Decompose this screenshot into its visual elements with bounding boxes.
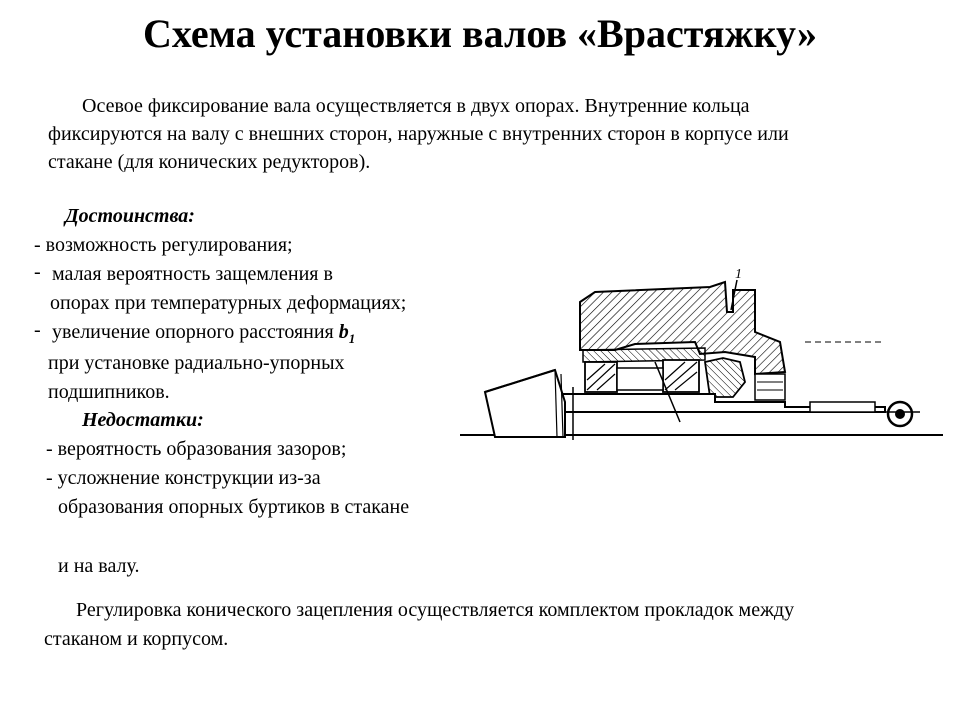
disadvantages-heading: Недостатки: (82, 409, 204, 431)
advantage-item-1: - возможность регулирования; (34, 234, 293, 256)
advantage-item-3-cont: при установке радиально-упорных (48, 352, 345, 374)
intro-line-1: Осевое фиксирование вала осуществляется в двух опорах. Внутренние кольца (82, 95, 750, 117)
variable-b: b (338, 321, 349, 343)
advantage-dash-2: - (34, 261, 41, 283)
advantages-heading: Достоинства: (65, 205, 195, 227)
shaft-end (810, 402, 875, 412)
advantage-item-2: малая вероятность защемления в (52, 263, 333, 285)
disadvantage-item-2-cont: образования опорных буртиков в стакане (58, 496, 410, 518)
advantage-item-2-cont: опорах при температурных деформациях; (50, 292, 407, 314)
intro-line-2: фиксируются на валу с внешних сторон, наружные с внутренних сторон в корпусе или (48, 123, 789, 145)
intro-line-3: стакане (для конических редукторов). (48, 151, 371, 173)
page-title: Схема установки валов «Врастяжку» (143, 11, 817, 56)
shaft-installation-drawing (455, 262, 945, 447)
conclusion-line-1: Регулировка конического зацепления осуществляется комплектом прокладок между (76, 599, 795, 621)
spacer (617, 368, 663, 390)
cover (755, 374, 785, 400)
variable-b-subscript: 1 (348, 331, 356, 346)
advantage-item-3-text: увеличение опорного расстояния (52, 321, 339, 343)
advantage-item-3-cont2: подшипников. (48, 381, 170, 403)
callout-label: 1 (735, 267, 742, 282)
conclusion-line-2: стаканом и корпусом. (44, 628, 229, 650)
disadvantage-item-2: - усложнение конструкции из-за (46, 467, 321, 489)
advantage-item-3 (52, 319, 355, 352)
advantage-dash-3: - (34, 319, 41, 341)
seal-hub (705, 358, 745, 397)
coupling-center (895, 409, 905, 419)
disadvantage-item-1: - вероятность образования зазоров; (46, 438, 347, 460)
disadvantage-item-2-cont2: и на валу. (58, 555, 140, 577)
